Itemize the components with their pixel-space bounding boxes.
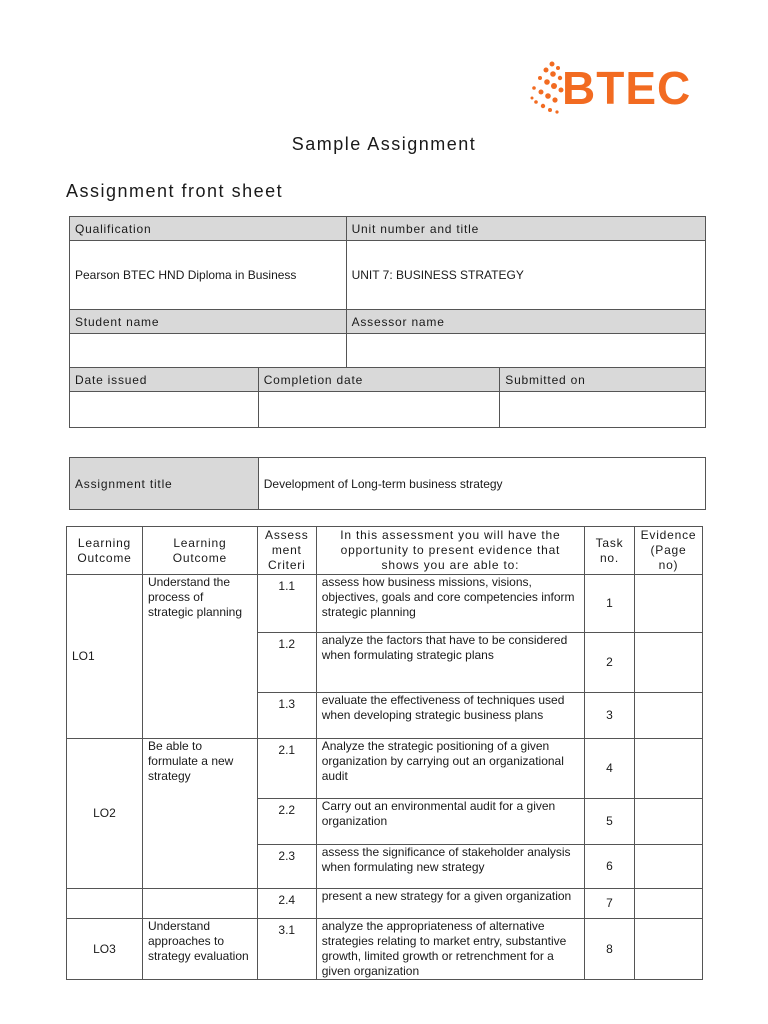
table-header-row bbox=[67, 527, 703, 575]
completion-date-field[interactable] bbox=[258, 392, 500, 428]
learning-outcome-description: Understand the process of strategic planning bbox=[142, 575, 257, 739]
evidence-page-field[interactable] bbox=[634, 799, 702, 845]
table-row bbox=[67, 739, 703, 799]
assignment-title-table bbox=[69, 457, 706, 510]
criteria-number: 2.3 bbox=[257, 845, 316, 889]
qualification-label: Qualification bbox=[70, 217, 347, 241]
completion-date-label: Completion date bbox=[258, 368, 500, 392]
criteria-description: present a new strategy for a given organization bbox=[316, 889, 584, 919]
learning-outcome-description: Be able to formulate a new strategy bbox=[142, 739, 257, 889]
evidence-page-field[interactable] bbox=[634, 575, 702, 633]
task-number: 6 bbox=[585, 845, 635, 889]
task-number: 7 bbox=[585, 889, 635, 919]
learning-outcome-code: LO2 bbox=[67, 739, 143, 889]
evidence-page-field[interactable] bbox=[634, 739, 702, 799]
evidence-page-field[interactable] bbox=[634, 845, 702, 889]
unit-value: UNIT 7: BUSINESS STRATEGY bbox=[346, 241, 705, 310]
learning-outcome-code: LO3 bbox=[67, 919, 143, 980]
learning-outcome-code: LO1 bbox=[67, 575, 143, 739]
unit-label: Unit number and title bbox=[346, 217, 705, 241]
criteria-number: 2.2 bbox=[257, 799, 316, 845]
criteria-number: 1.1 bbox=[257, 575, 316, 633]
task-number: 3 bbox=[585, 693, 635, 739]
front-sheet-table bbox=[69, 216, 706, 428]
empty-cell bbox=[142, 889, 257, 919]
date-issued-label: Date issued bbox=[70, 368, 259, 392]
empty-cell bbox=[67, 889, 143, 919]
evidence-page-field[interactable] bbox=[634, 919, 702, 980]
header-learning-outcome-2: Learning Outcome bbox=[142, 527, 257, 575]
date-issued-field[interactable] bbox=[70, 392, 259, 428]
assessor-name-label: Assessor name bbox=[346, 310, 705, 334]
criteria-number: 2.1 bbox=[257, 739, 316, 799]
page-title: Sample Assignment bbox=[291, 134, 477, 154]
assessor-name-field[interactable] bbox=[346, 334, 705, 368]
student-name-label: Student name bbox=[70, 310, 347, 334]
task-number: 1 bbox=[585, 575, 635, 633]
header-task: Task no. bbox=[585, 527, 635, 575]
header-description: In this assessment you will have the opportunity to present evidence that shows you are able to: bbox=[316, 527, 584, 575]
evidence-page-field[interactable] bbox=[634, 693, 702, 739]
criteria-number: 3.1 bbox=[257, 919, 316, 980]
learning-outcome-description: Understand approaches to strategy evaluation bbox=[142, 919, 257, 980]
student-name-field[interactable] bbox=[70, 334, 347, 368]
criteria-description: analyze the appropriateness of alternative strategies relating to market entry, substantive growth, limited growth or retrenchment for a given organization bbox=[316, 919, 584, 980]
task-number: 2 bbox=[585, 633, 635, 693]
criteria-description: analyze the factors that have to be considered when formulating strategic plans bbox=[316, 633, 584, 693]
header-criteria: Assess ment Criteri bbox=[257, 527, 316, 575]
header-learning-outcome: Learning Outcome bbox=[67, 527, 143, 575]
qualification-value: Pearson BTEC HND Diploma in Business bbox=[70, 241, 347, 310]
criteria-description: Carry out an environmental audit for a given organization bbox=[316, 799, 584, 845]
criteria-description: assess the significance of stakeholder analysis when formulating new strategy bbox=[316, 845, 584, 889]
assignment-title-value: Development of Long-term business strategy bbox=[258, 458, 705, 510]
evidence-page-field[interactable] bbox=[634, 633, 702, 693]
criteria-number: 2.4 bbox=[257, 889, 316, 919]
learning-outcomes-table bbox=[66, 526, 703, 980]
criteria-number: 1.2 bbox=[257, 633, 316, 693]
table-row bbox=[67, 919, 703, 980]
criteria-description: Analyze the strategic positioning of a given organization by carrying out an organizational audit bbox=[316, 739, 584, 799]
criteria-description: evaluate the effectiveness of techniques used when developing strategic business plans bbox=[316, 693, 584, 739]
criteria-number: 1.3 bbox=[257, 693, 316, 739]
task-number: 4 bbox=[585, 739, 635, 799]
dot-pattern-icon bbox=[526, 58, 566, 118]
submitted-on-field[interactable] bbox=[500, 392, 706, 428]
btec-logo bbox=[526, 58, 706, 118]
submitted-on-label: Submitted on bbox=[500, 368, 706, 392]
table-row bbox=[67, 575, 703, 633]
page-subtitle: Assignment front sheet bbox=[66, 181, 284, 201]
assignment-title-label: Assignment title bbox=[70, 458, 259, 510]
task-number: 8 bbox=[585, 919, 635, 980]
brand-logo-text: BTEC bbox=[562, 62, 692, 114]
task-number: 5 bbox=[585, 799, 635, 845]
table-row bbox=[67, 889, 703, 919]
criteria-description: assess how business missions, visions, objectives, goals and core competencies inform strategic planning bbox=[316, 575, 584, 633]
evidence-page-field[interactable] bbox=[634, 889, 702, 919]
header-evidence: Evidence (Page no) bbox=[634, 527, 702, 575]
